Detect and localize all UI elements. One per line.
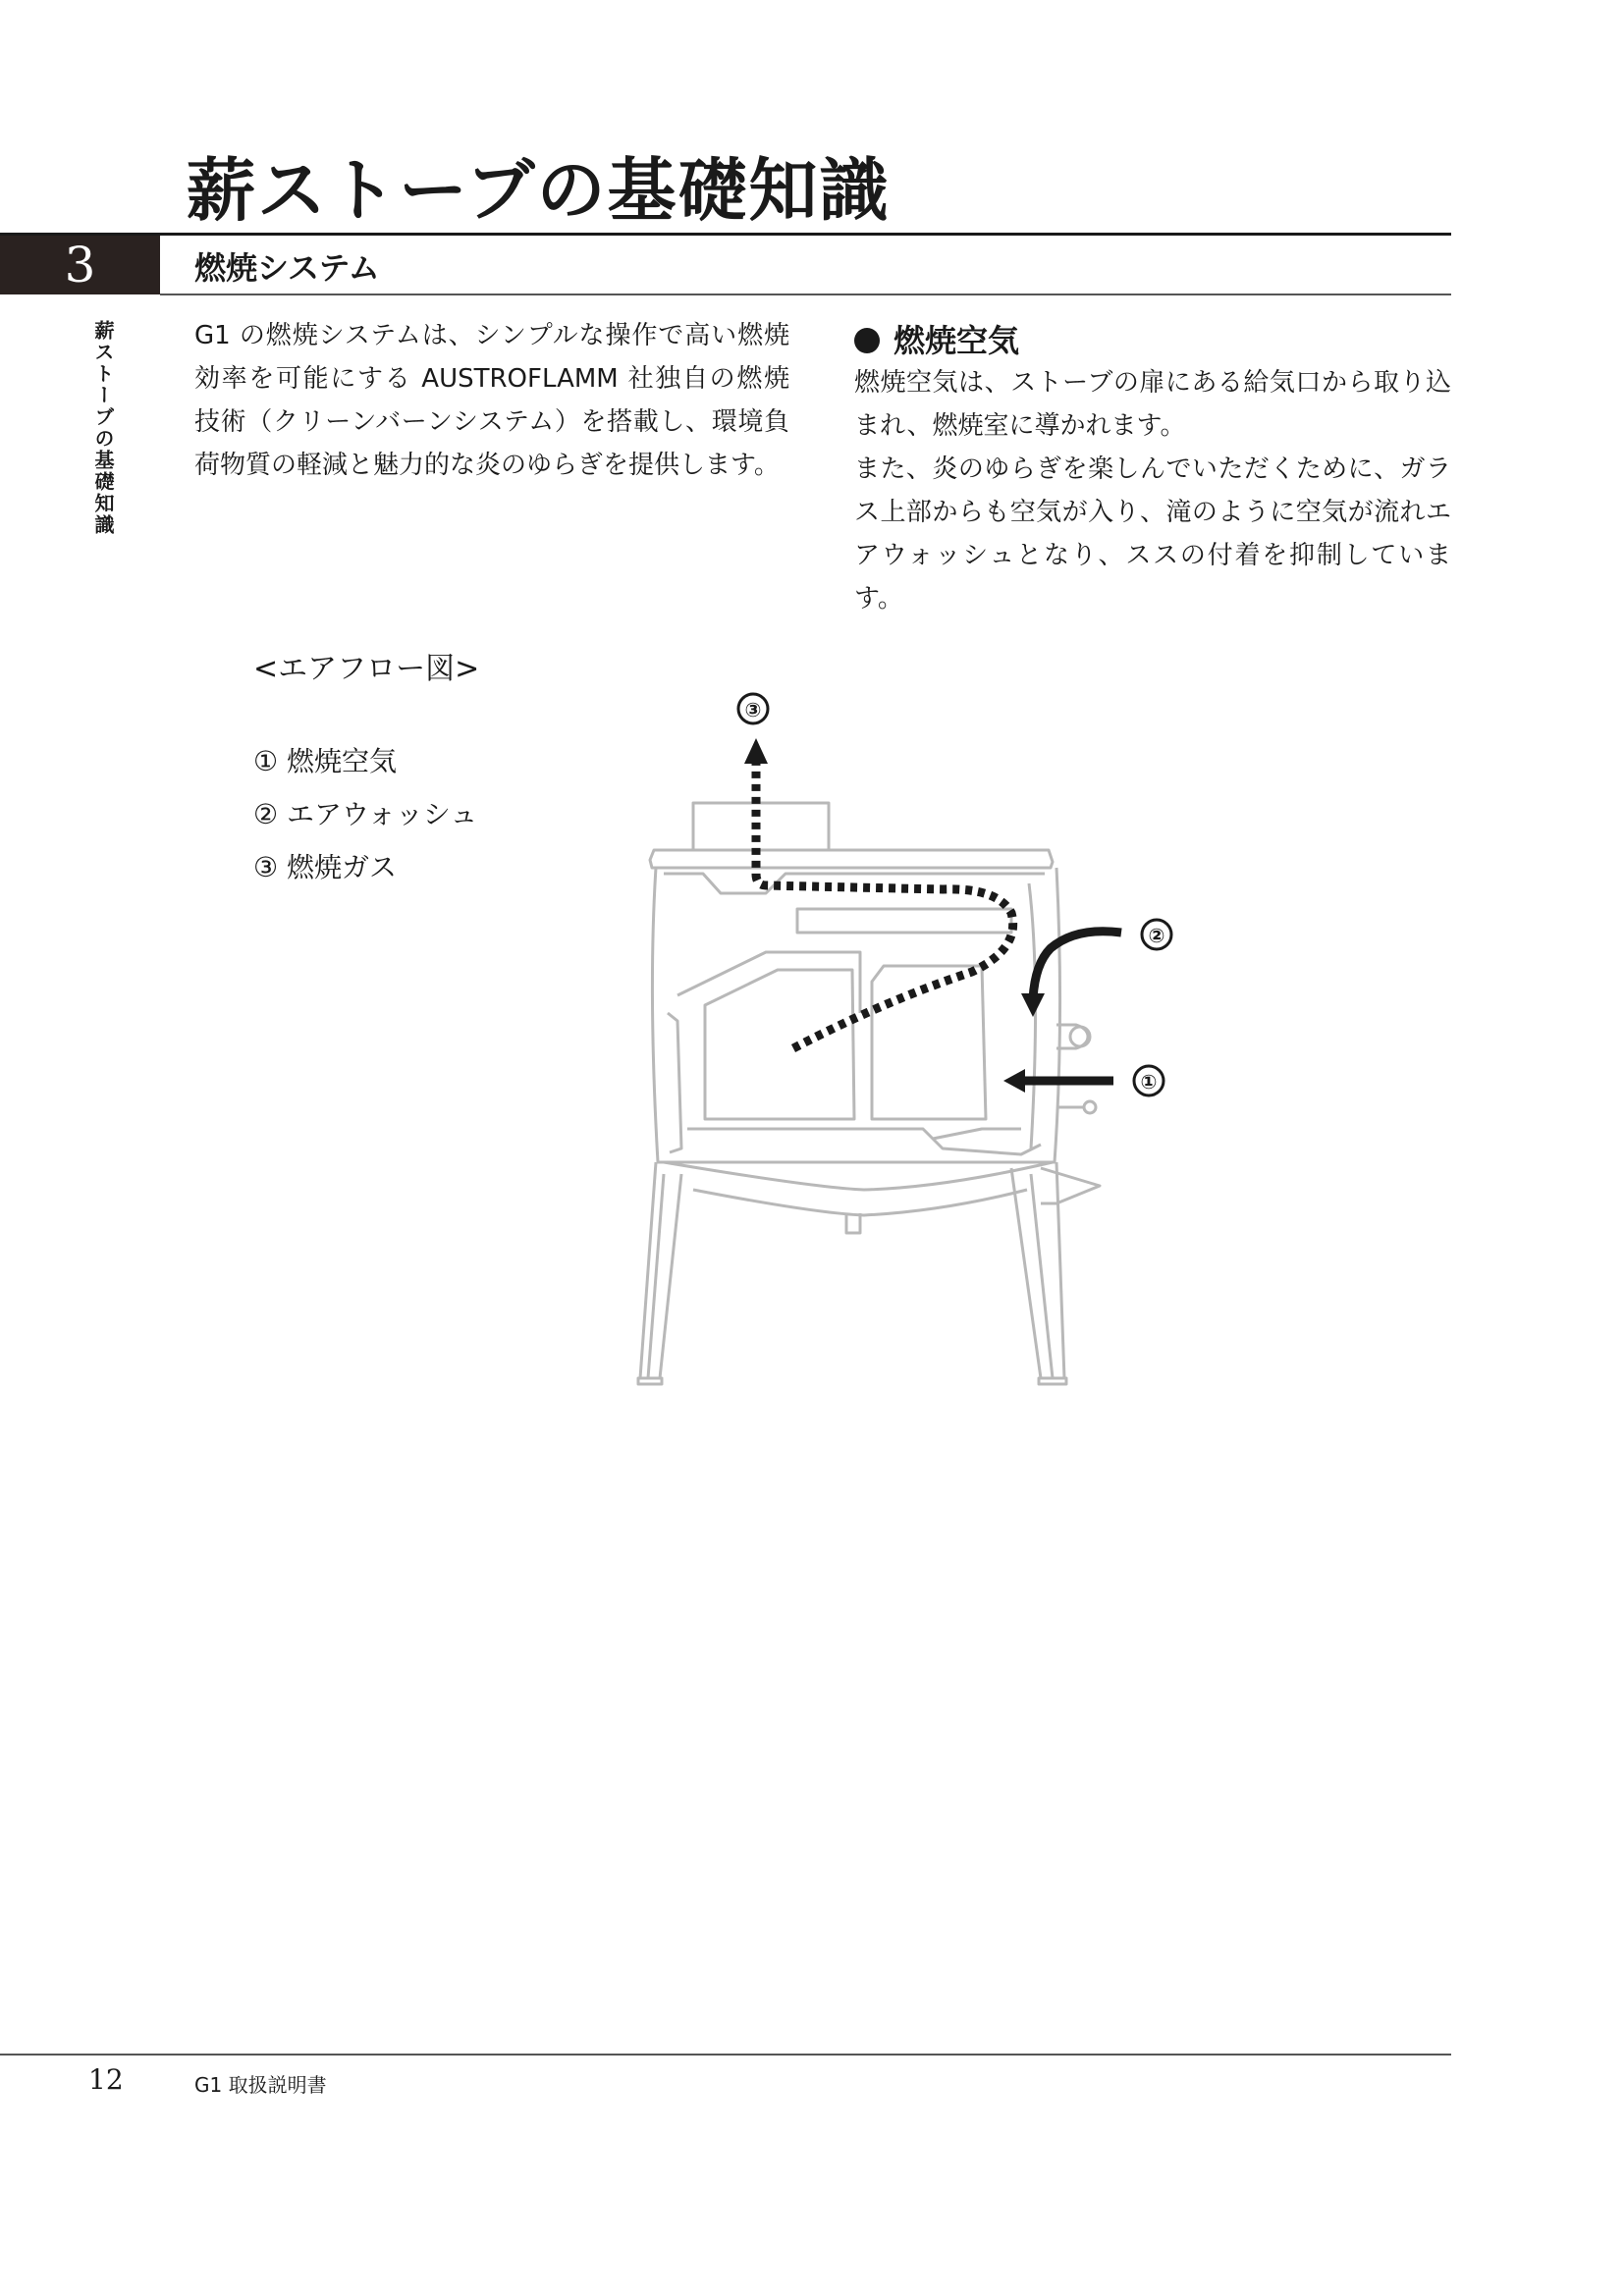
combustion-gas-arrowhead-icon: [744, 738, 768, 764]
chapter-number: 3: [64, 237, 96, 294]
flow-markers: [738, 694, 1171, 1095]
bullet-dot-icon: [854, 328, 880, 353]
side-label: 薪ストーブの基礎知識: [91, 320, 115, 536]
air-wash-flow: [1033, 932, 1121, 999]
intro-paragraph: G1 の燃焼システムは、シンプルな操作で高い燃焼効率を可能にする AUSTROFLAMM 社独自の燃焼技術（クリーンバーンシステム）を搭載し、環境負荷物質の軽減と魅力的な炎のゆらぎを提供します。: [194, 321, 789, 480]
combustion-gas-flow: [756, 764, 1013, 1048]
page-title: 薪ストーブの基礎知識: [187, 149, 891, 231]
combustion-air-paragraph-1: 燃焼空気は、ストーブの扉にある給気口から取り込まれ、燃焼室に導かれます。: [854, 368, 1451, 441]
stove-airflow-diagram: [609, 687, 1165, 1394]
section-title: 燃焼システム: [194, 249, 380, 287]
document-title: G1 取扱説明書: [194, 2073, 327, 2097]
footer-rule: [0, 2054, 1451, 2056]
figure-caption: <エアフロー図>: [253, 652, 480, 686]
airflow-arrows: [744, 738, 1121, 1093]
marker-1: ①: [1140, 1070, 1158, 1094]
combustion-air-paragraph-2: また、炎のゆらぎを楽しんでいただくために、ガラス上部からも空気が入り、滝のように空気が流れエアウォッシュとなり、ススの付着を抑制しています。: [854, 454, 1451, 614]
combustion-air-heading: [854, 316, 1019, 361]
legend-item-combustion-air: ① 燃焼空気: [253, 745, 398, 777]
combustion-air-body: [854, 361, 1451, 620]
air-wash-arrowhead-icon: [1021, 993, 1045, 1017]
section-rule: [160, 294, 1451, 295]
legend-item-combustion-gas: ③ 燃焼ガス: [253, 851, 398, 883]
title-rule: [0, 233, 1451, 236]
page-number: 12: [88, 2063, 124, 2096]
figure-legend: [253, 743, 477, 902]
marker-2: ②: [1148, 924, 1165, 947]
legend-item-air-wash: ② エアウォッシュ: [253, 798, 478, 830]
combustion-air-arrowhead-icon: [1003, 1069, 1025, 1093]
combustion-air-heading-text: 燃焼空気: [893, 322, 1020, 359]
marker-3: ③: [744, 698, 762, 721]
